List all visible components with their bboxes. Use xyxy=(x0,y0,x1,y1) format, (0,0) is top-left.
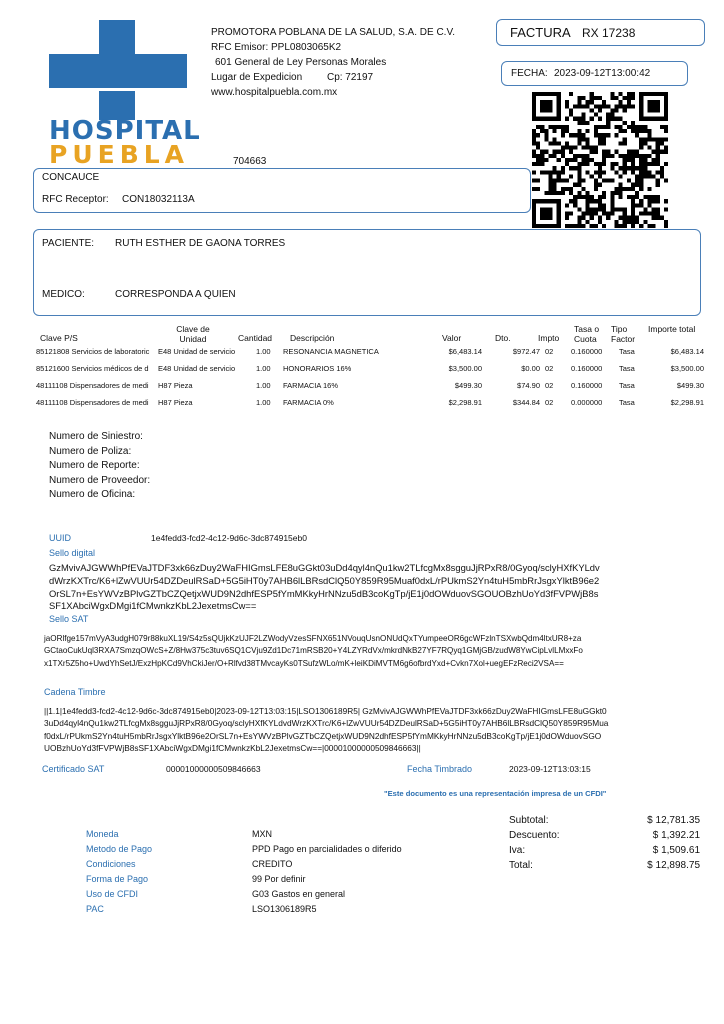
text-line: OrSL7n+EsYWVzBPlvGZTbCZQetjxWUD9N2dhfESP5fYmMKkyHrNNzu5dB3coKgTp/jE1j0dOWduovSGOUOBzhUoYd3fFVPWjB8s xyxy=(49,587,599,599)
cell-descripcion: HONORARIOS 16% xyxy=(283,364,352,373)
th-clave-ps: Clave P/S xyxy=(40,333,78,343)
th-impto: Impto xyxy=(538,333,560,343)
paciente-label: PACIENTE: xyxy=(42,238,95,249)
th-importe: Importe total xyxy=(648,324,696,334)
th-clave-unidad: Clave de Unidad xyxy=(176,324,210,344)
issuer-website: www.hospitalpuebla.com.mx xyxy=(211,87,338,98)
th-descripcion: Descripción xyxy=(290,333,335,343)
invoice-label: FACTURA xyxy=(510,25,571,40)
medico-value: CORRESPONDA A QUIEN xyxy=(115,289,236,300)
issuer-regimen: 601 General de Ley Personas Morales xyxy=(215,57,387,68)
th-cantidad: Cantidad xyxy=(238,333,273,343)
cell-valor: $6,483.14 xyxy=(448,347,482,356)
th-tipo: Tipo Factor xyxy=(611,324,636,344)
cell-importe: $6,483.14 xyxy=(670,347,704,356)
logo-text-puebla: PUEBLA xyxy=(49,140,190,169)
fecha-timbrado-label: Fecha Timbrado xyxy=(407,764,473,774)
cell-impto: 02 xyxy=(545,347,554,356)
th-valor: Valor xyxy=(442,333,462,343)
cell-unidad: H87 Pieza xyxy=(158,381,193,390)
cell-impto: 02 xyxy=(545,381,554,390)
cell-tipo: Tasa xyxy=(619,364,635,373)
payment-value: CREDITO xyxy=(252,859,293,869)
cell-descripcion: FARMACIA 16% xyxy=(283,381,339,390)
issuer-block xyxy=(211,25,501,100)
cell-importe: $2,298.91 xyxy=(670,398,704,407)
cell-tasa: 0.000000 xyxy=(571,398,603,407)
cell-cantidad: 1.00 xyxy=(256,381,271,390)
payment-value: 99 Por definir xyxy=(252,874,306,884)
hospital-logo xyxy=(44,18,204,168)
fecha-value: 2023-09-12T13:00:42 xyxy=(554,68,651,79)
text-line: SF1XAbciWgxDMgi1fCMwnkzKbL2JexetmsCw== xyxy=(49,600,257,612)
cell-descripcion: FARMACIA 0% xyxy=(283,398,334,407)
cell-impto: 02 xyxy=(545,398,554,407)
cell-dto: $972.47 xyxy=(512,347,540,356)
numero-reporte: Numero de Reporte: xyxy=(49,460,140,472)
numeros-block xyxy=(49,430,150,503)
text-line: GzMvivAJGWWhPfEVaJTDF3xk66zDuy2WaFHIGmsLFE8uGGkt03uDd4qyl4nQu1kw2TLfcgMx8sgguJjRPxR8/0Gyoq/sclyHXfKYLdv xyxy=(49,562,600,573)
total-value: $ 1,392.21 xyxy=(652,830,700,841)
cell-tasa: 0.160000 xyxy=(571,381,603,390)
text-line: f0dxL/rPUkmS2Yn4tuH5mbRrJsgxYlktB96e2OrSL7n+EsYWVzBPlvGZTbCZQetjxWUD9N2dhfESP5fYmMKkyHrNNzu5dB3coKgTp/jE1j0dOWduovSGO xyxy=(44,730,602,741)
certificado-label: Certificado SAT xyxy=(42,764,105,774)
text-line: jaORlfge157mVyA3udgH079r88kuXL19/S4z5sQUjkKzUJF2LZWodyVzesSFNX651NVouqUsnONUdQxTYumpeeOR6gcWFzlnTSXwbQdm4ltxUR8+za xyxy=(44,634,582,643)
cell-importe: $3,500.00 xyxy=(670,364,704,373)
issuer-lugar-row xyxy=(211,70,501,85)
cell-unidad: E48 Unidad de servicio xyxy=(158,347,236,356)
total-value: $ 1,509.61 xyxy=(652,845,700,856)
payment-label: Moneda xyxy=(86,829,119,839)
total-value: $ 12,898.75 xyxy=(647,860,700,871)
cell-valor: $499.30 xyxy=(454,381,482,390)
fecha-timbrado-value: 2023-09-12T13:03:15 xyxy=(509,764,591,774)
cell-importe: $499.30 xyxy=(676,381,704,390)
patient-box xyxy=(33,229,701,316)
cell-clave: 85121808 Servicios de laboratoric xyxy=(36,347,150,356)
th-dto: Dto. xyxy=(495,333,511,343)
issuer-code: 704663 xyxy=(233,156,267,167)
issuer-cp: Cp: 72197 xyxy=(326,72,374,83)
sello-sat-value xyxy=(44,633,684,670)
payment-label: Condiciones xyxy=(86,859,136,869)
text-line: UOBzhUoYd3fFVPWjB8sSF1XAbciWgxDMgi1fCMwnkzKbL2JexetmsCw==|00001000000509846663|| xyxy=(44,742,421,753)
cell-tasa: 0.160000 xyxy=(571,347,603,356)
payment-value: LSO1306189R5 xyxy=(252,904,317,914)
issuer-lugar-label: Lugar de Expedicion xyxy=(211,72,303,83)
total-label: Iva: xyxy=(509,845,526,856)
cell-clave: 48111108 Dispensadores de medi xyxy=(36,381,149,390)
cfdi-representation-note: "Este documento es una representación impresa de un CFDI" xyxy=(384,789,607,798)
paciente-value: RUTH ESTHER DE GAONA TORRES xyxy=(115,238,286,249)
payment-label: Metodo de Pago xyxy=(86,844,153,854)
cell-descripcion: RESONANCIA MAGNETICA xyxy=(283,347,379,356)
cell-tipo: Tasa xyxy=(619,347,635,356)
total-label: Descuento: xyxy=(509,830,560,841)
issuer-rfc: RFC Emisor: PPL0803065K2 xyxy=(211,42,342,53)
text-line: GCtaoCukUql3RXA7SmzqOWcS+Z/8Hw375c3tuv6SQ1CVju9Zd1Dc71mRSB20+Y4LZYRdVx/mkrdNkB27YF7RQyq1GMjGB/zudW8YwCipLvlLMxxFo xyxy=(44,646,583,656)
numero-siniestro: Numero de Siniestro: xyxy=(49,431,143,442)
payment-value: PPD Pago en parcialidades o diferido xyxy=(252,844,402,854)
text-line: 3uDd4qyl4nQu1kw2TLfcgMx8sgguJjRPxR8/0Gyoq/sclyHXfKYLdvdWrzKXTrc/K6+lZwVUUr54DZDeulRSaD+5G5iHT0y7AHB6lLBRsdClQ50Y859R95Mua xyxy=(44,718,609,729)
qr-code xyxy=(532,92,668,228)
invoice-number: RX 17238 xyxy=(582,26,636,40)
sello-sat-label: Sello SAT xyxy=(49,614,89,624)
logo-cross-horizontal xyxy=(49,54,187,88)
uuid-label: UUID xyxy=(49,533,71,543)
certificado-value: 00001000000509846663 xyxy=(166,764,261,774)
numero-proveedor: Numero de Proveedor: xyxy=(49,474,151,486)
cell-cantidad: 1.00 xyxy=(256,398,271,407)
cell-unidad: E48 Unidad de servicio xyxy=(158,364,236,373)
cell-valor: $2,298.91 xyxy=(448,398,482,407)
total-label: Subtotal: xyxy=(509,815,549,826)
rfc-receptor-label: RFC Receptor: xyxy=(42,194,109,205)
payment-label: Forma de Pago xyxy=(86,874,149,884)
cell-clave: 85121600 Servicios médicos de d xyxy=(36,364,149,373)
numero-poliza: Numero de Poliza: xyxy=(49,445,132,457)
cell-dto: $344.84 xyxy=(512,398,540,407)
cell-unidad: H87 Pieza xyxy=(158,398,193,407)
sello-digital-label: Sello digital xyxy=(49,548,96,558)
invoice-number-box xyxy=(496,19,705,46)
cadena-timbre-label: Cadena Timbre xyxy=(44,687,106,697)
cell-dto: $74.90 xyxy=(517,381,540,390)
text-line: ||1.1|1e4fedd3-fcd2-4c12-9d6c-3dc874915eb0|2023-09-12T13:03:15|LSO1306189R5| GzMvivAJGWWhPfEVaJTDF3xk66zDuy2WaFHIGmsLFE8uGGkt0 xyxy=(44,706,607,716)
numero-oficina: Numero de Oficina: xyxy=(49,489,136,501)
receiver-box xyxy=(33,168,531,213)
cell-cantidad: 1.00 xyxy=(256,364,271,373)
payment-label: Uso de CFDI xyxy=(86,889,139,899)
logo-divider xyxy=(99,88,135,91)
cell-dto: $0.00 xyxy=(521,364,540,373)
medico-label: MEDICO: xyxy=(42,289,85,300)
rfc-receptor-value: CON18032113A xyxy=(122,194,195,205)
uuid-value: 1e4fedd3-fcd2-4c12-9d6c-3dc874915eb0 xyxy=(151,533,307,543)
receiver-name: CONCAUCE xyxy=(42,172,100,183)
cell-tipo: Tasa xyxy=(619,381,635,390)
cell-valor: $3,500.00 xyxy=(448,364,482,373)
issuer-name: PROMOTORA POBLANA DE LA SALUD, S.A. DE C.V. xyxy=(211,27,455,38)
cell-tasa: 0.160000 xyxy=(571,364,603,373)
payment-label: PAC xyxy=(86,904,104,914)
sello-digital-value xyxy=(49,562,689,613)
total-label: Total: xyxy=(509,860,533,871)
fecha-label: FECHA: xyxy=(511,68,548,79)
cell-tipo: Tasa xyxy=(619,398,635,407)
invoice-date-box xyxy=(501,61,688,86)
cell-clave: 48111108 Dispensadores de medi xyxy=(36,398,149,407)
logo-text-hospital: HOSPITAL xyxy=(49,116,201,146)
payment-value: G03 Gastos en general xyxy=(252,889,346,899)
payment-value: MXN xyxy=(252,829,272,839)
total-value: $ 12,781.35 xyxy=(647,815,700,826)
text-line: dWrzKXTrc/K6+lZwVUUr54DZDeulRSaD+5G5iHT0y7AHB6lLBRsdClQ50Y859R95Muaf0dxL/rPUkmS2Yn4tuH5mbRrJsgxYlktB96e2 xyxy=(49,574,600,586)
th-tasa: Tasa o Cuota xyxy=(574,324,600,344)
text-line: x1TXr5Z5ho+UwdYhSetJ/ExzHpKCd9VhCkiJer/O+Rlfvd38TMvcayKs0TSufzWLo/mK+leiKDiMVTM6g6ofbrdYxd+Cvkn7Xol+uegEFzReci2VSA== xyxy=(44,658,564,668)
cell-cantidad: 1.00 xyxy=(256,347,271,356)
cell-impto: 02 xyxy=(545,364,554,373)
cadena-timbre-value xyxy=(44,705,684,754)
